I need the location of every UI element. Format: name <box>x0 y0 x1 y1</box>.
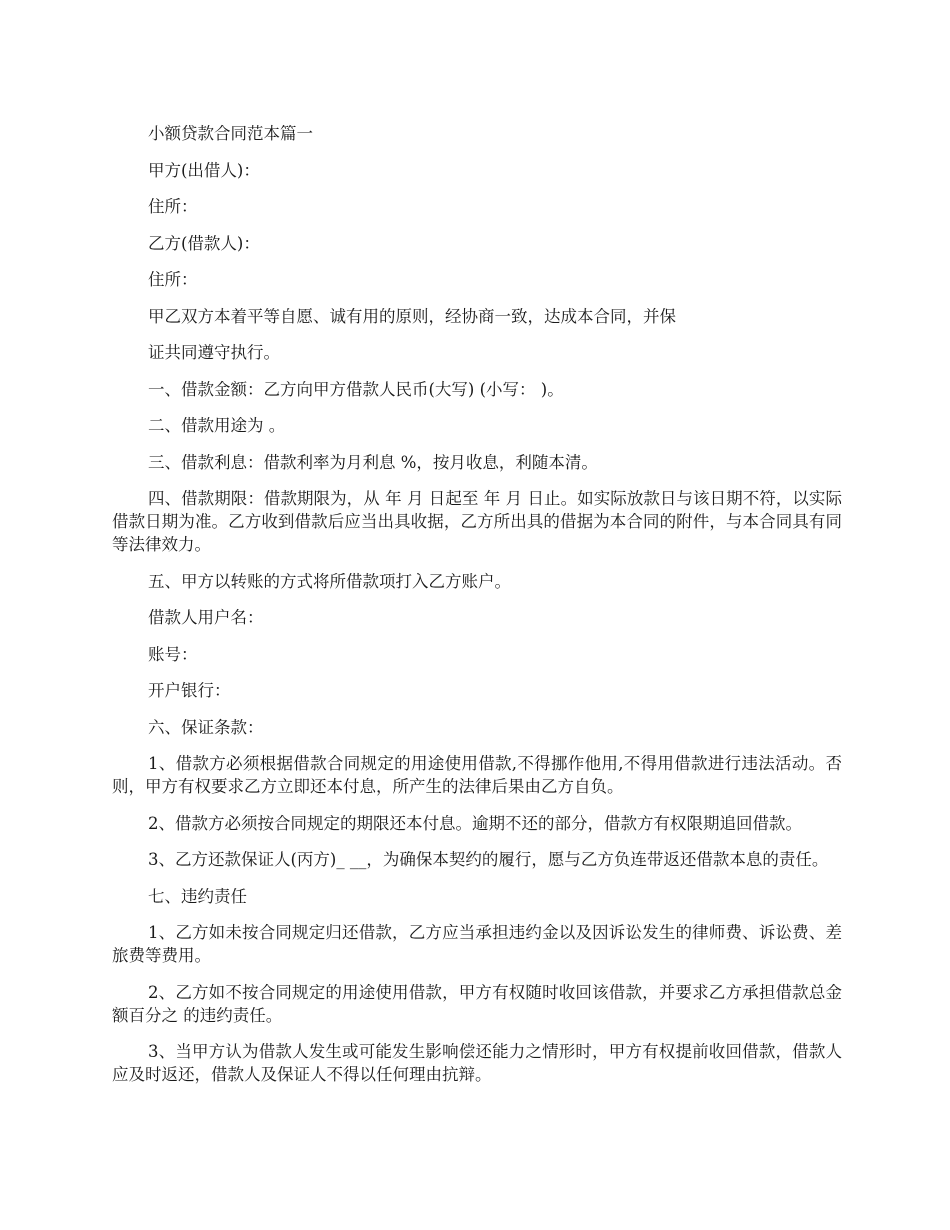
clause-transfer-method: 五、甲方以转账的方式将所借款项打入乙方账户。 <box>148 571 511 591</box>
party-b-label: 乙方(借款人)： <box>148 233 260 253</box>
account-number-label: 账号： <box>148 644 198 664</box>
clause-loan-amount: 一、借款金额：乙方向甲方借款人民币(大写) (小写： )。 <box>148 379 564 399</box>
section-liability-heading: 七、违约责任 <box>148 886 247 906</box>
clause-loan-purpose: 二、借款用途为 。 <box>148 416 286 435</box>
account-username-label: 借款人用户名： <box>148 608 264 627</box>
account-bank-label: 开户银行： <box>148 681 231 700</box>
clause-loan-interest: 三、借款利息：借款利率为月利息 %，按月收息，利随本清。 <box>148 452 598 472</box>
section-guarantee-heading: 六、保证条款： <box>148 717 264 737</box>
party-a-label: 甲方(出借人)： <box>148 160 260 180</box>
party-b-address: 住所： <box>148 270 198 289</box>
clause-loan-term: 四、借款期限：借款期限为，从 年 月 日起至 年 月 日止。如实际放款日与该日期不符，以实际借款日期为准。乙方收到借款后应当出具收据，乙方所出具的借据为本合同的附件，与本合同具有同等法律效力。 <box>112 489 842 554</box>
contract-body <box>112 122 842 1100</box>
liability-clause-3: 3、当甲方认为借款人发生或可能发生影响偿还能力之情形时，甲方有权提前收回借款，借款人应及时返还，借款人及保证人不得以任何理由抗辩。 <box>112 1042 842 1084</box>
preamble-line-2: 证共同遵守执行。 <box>148 343 280 362</box>
guarantee-clause-2: 2、借款方必须按合同规定的期限还本付息。逾期不还的部分，借款方有权限期追回借款。 <box>148 813 802 833</box>
liability-clause-2: 2、乙方如不按合同规定的用途使用借款，甲方有权随时收回该借款，并要求乙方承担借款总金额百分之 的违约责任。 <box>112 982 842 1025</box>
party-a-address: 住所： <box>148 197 198 216</box>
document-title: 小额贷款合同范本篇一 <box>148 124 313 143</box>
preamble-line-1: 甲乙双方本着平等自愿、诚有用的原则，经协商一致，达成本合同，并保 <box>148 306 676 326</box>
guarantee-clause-1: 1、借款方必须根据借款合同规定的用途使用借款,不得挪作他用,不得用借款进行违法活动。否则，甲方有权要求乙方立即还本付息，所产生的法律后果由乙方自负。 <box>112 754 842 796</box>
guarantee-clause-3: 3、乙方还款保证人(丙方)_ __，为确保本契约的履行，愿与乙方负连带返还借款本息的责任。 <box>148 850 829 869</box>
liability-clause-1: 1、乙方如未按合同规定归还借款，乙方应当承担违约金以及因诉讼发生的律师费、诉讼费、差旅费等费用。 <box>112 923 842 965</box>
